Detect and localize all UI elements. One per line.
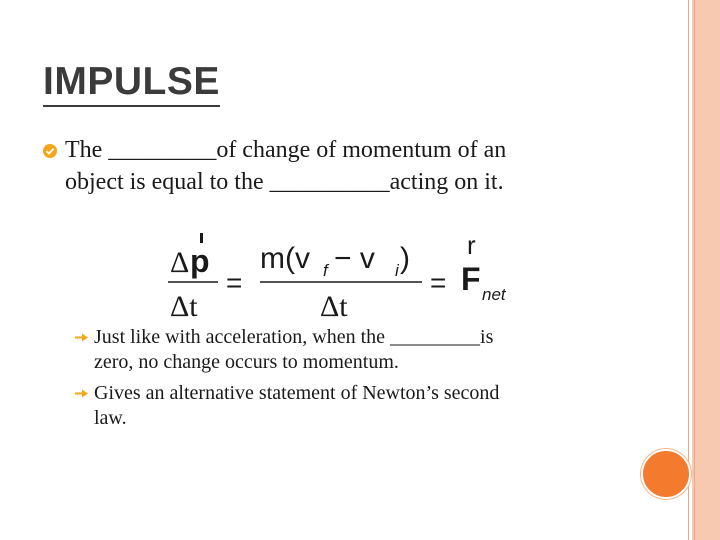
sub-bullet-text	[94, 381, 614, 431]
sub-bullet-text	[94, 325, 614, 375]
sub-bullet-2-line-1: Gives an alternative statement of Newton’s second	[94, 382, 500, 404]
slide-title: IMPULSE	[43, 60, 220, 103]
close-paren: )	[400, 242, 410, 275]
main-bullet-line-1: The _________of change of momentum of an	[65, 137, 507, 163]
decorative-border-band	[692, 0, 720, 540]
vector-mark-r: r	[467, 230, 476, 260]
sub-bullet-1-line-2: zero, no change occurs to momentum.	[94, 351, 399, 373]
main-bullet-text	[65, 134, 625, 198]
delta-p-p: p	[190, 243, 210, 279]
sub-bullet-2-line-2: law.	[94, 407, 127, 429]
vector-arrow-p	[200, 233, 203, 243]
delta-p-delta: Δ	[170, 246, 190, 279]
force-F: F	[461, 261, 481, 297]
subscript-net: net	[482, 285, 506, 304]
main-bullet-line-2: object is equal to the __________acting on it.	[65, 169, 504, 195]
delta-t-middle: Δt	[320, 290, 348, 323]
title-underline	[43, 105, 220, 107]
numerator-m-v: m(v	[260, 242, 310, 275]
subscript-i: i	[395, 261, 399, 280]
subscript-f: f	[323, 261, 328, 280]
decorative-border-line	[694, 0, 695, 540]
orange-circle-check-icon	[43, 144, 57, 158]
orange-arrow-icon	[74, 332, 90, 343]
sub-bullet-1-line-1: Just like with acceleration, when the _________is	[94, 326, 494, 348]
decorative-orange-circle	[641, 449, 691, 499]
decorative-border-line	[688, 0, 689, 540]
equals-sign-1: =	[226, 267, 243, 298]
orange-arrow-icon	[74, 388, 90, 399]
impulse-equation	[160, 230, 530, 325]
equals-sign-2: =	[430, 267, 447, 298]
delta-t-left: Δt	[170, 290, 198, 323]
minus-v: − v	[334, 242, 375, 275]
